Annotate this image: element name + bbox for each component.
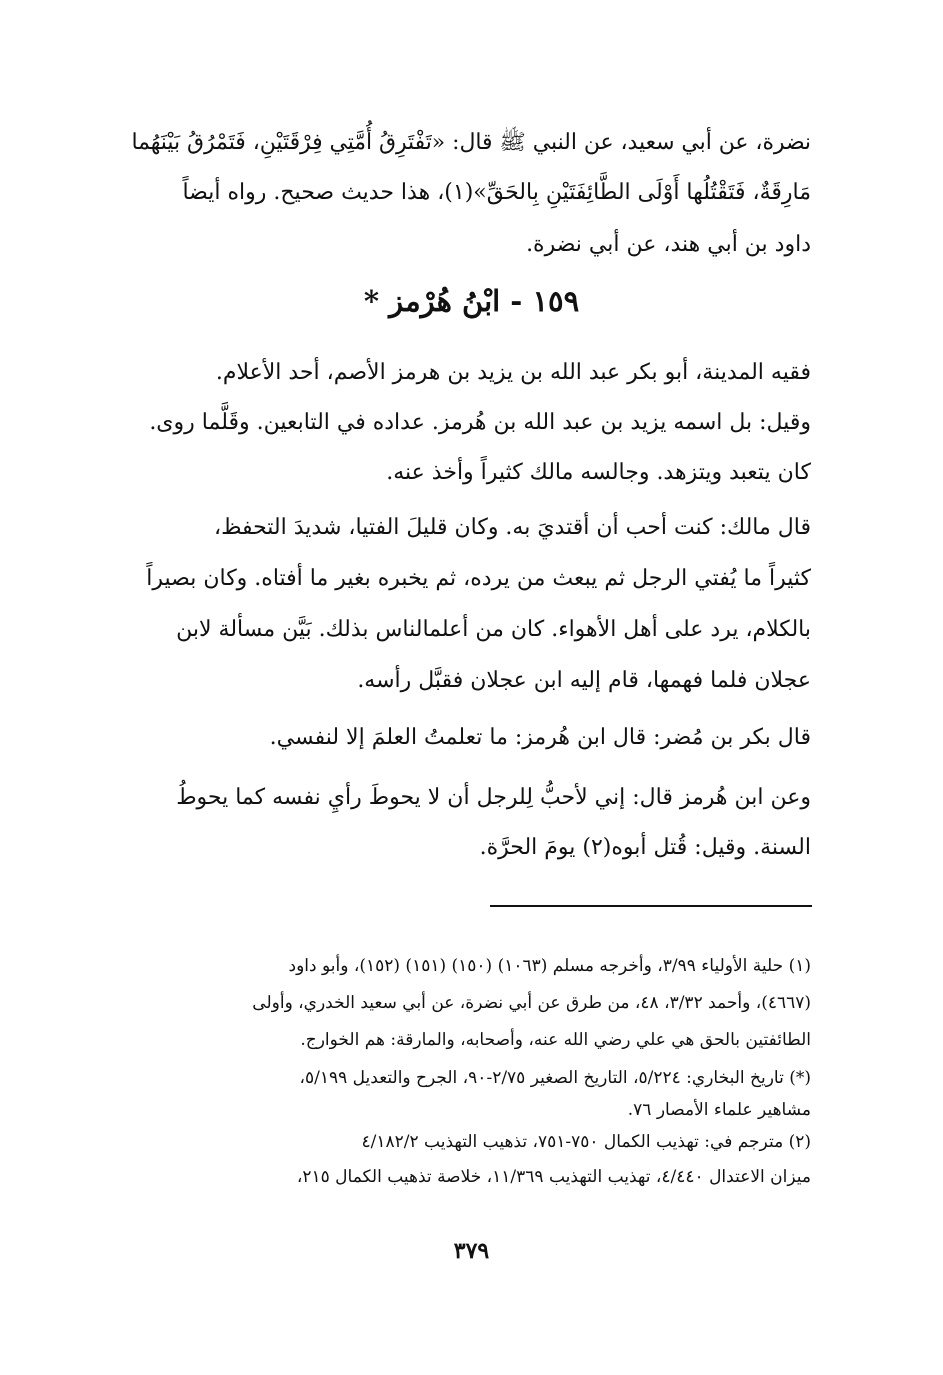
footnote-line: (٤٦٦٧)، وأحمد ٣/٣٢، ٤٨، من طرق عن أبي نضرة، عن أبي سعيد الخدري، وأولى: [252, 993, 811, 1013]
text-line: وعن ابن هُرمز قال: إني لأحبُّ لِلرجل أن لا يحوطَ رأيِ نفسه كما يحوطُ: [176, 785, 811, 810]
text-line: السنة. وقيل: قُتل أبوه(٢) يومَ الحرَّة.: [479, 835, 811, 860]
footnote-line: (٢) مترجم في: تهذيب الكمال ٧٥٠-٧٥١، تذهيب التهذيب ٤/١٨٢/٢: [361, 1132, 811, 1152]
footnote-separator: [490, 905, 812, 907]
footnote-line: (*) تاريخ البخاري: ٥/٢٢٤، التاريخ الصغير ٢/٧٥-٩٠، الجرح والتعديل ٥/١٩٩،: [299, 1068, 811, 1088]
text-line: قال بكر بن مُضر: قال ابن هُرمز: ما تعلمتُ العلمَ إلا لنفسي.: [269, 725, 811, 750]
page-number: ٣٧٩: [453, 1238, 490, 1264]
entry-heading: ١٥٩ - ابْنُ هُرْمز *: [363, 284, 580, 318]
footnote-line: (١) حلية الأولياء ٣/٩٩، وأخرجه مسلم (١٠٦٣) (١٥٠) (١٥١) (١٥٢)، وأبو داود: [288, 956, 811, 976]
text-line: كان يتعبد ويتزهد. وجالسه مالك كثيراً وأخذ عنه.: [386, 460, 811, 485]
text-line: مَارِقَةٌ، فَتَقْتُلُها أَوْلَى الطَّائِفَتَيْنِ بِالحَقِّ»(١)، هذا حديث صحيح. رواه أيضاً: [182, 180, 811, 205]
text-line: عجلان فلما فهمها، قام إليه ابن عجلان فقبَّل رأسه.: [357, 668, 811, 693]
footnote-line: ميزان الاعتدال ٤/٤٤٠، تهذيب التهذيب ١١/٣٦٩، خلاصة تذهيب الكمال ٢١٥،: [296, 1167, 811, 1187]
text-line: فقيه المدينة، أبو بكر عبد الله بن يزيد بن هرمز الأصم، أحد الأعلام.: [215, 360, 811, 385]
footnote-line: مشاهير علماء الأمصار ٧٦.: [627, 1100, 811, 1120]
text-line: وقيل: بل اسمه يزيد بن عبد الله بن هُرمز. عداده في التابعين. وقَلَّما روى.: [149, 410, 811, 435]
text-line: بالكلام، يرد على أهل الأهواء. كان من أعلمالناس بذلك. بَيَّن مسألة لابن: [176, 617, 811, 642]
footnote-line: الطائفتين بالحق هي علي رضي الله عنه، وأصحابه، والمارقة: هم الخوارج.: [300, 1030, 811, 1050]
text-line: نضرة، عن أبي سعيد، عن النبي ﷺ قال: «تَفْتَرِقُ أُمَّتِي فِرْقَتَيْنِ، فَتَمْرُقُ بَيْنَهُما: [131, 130, 811, 155]
text-line: داود بن أبي هند، عن أبي نضرة.: [526, 232, 811, 257]
text-line: كثيراً ما يُفتي الرجل ثم يبعث من يرده، ثم يخبره بغير ما أفتاه. وكان بصيراً: [146, 566, 811, 591]
text-line: قال مالك: كنت أحب أن أقتديَ به. وكان قليلَ الفتيا، شديدَ التحفظ،: [213, 515, 811, 540]
